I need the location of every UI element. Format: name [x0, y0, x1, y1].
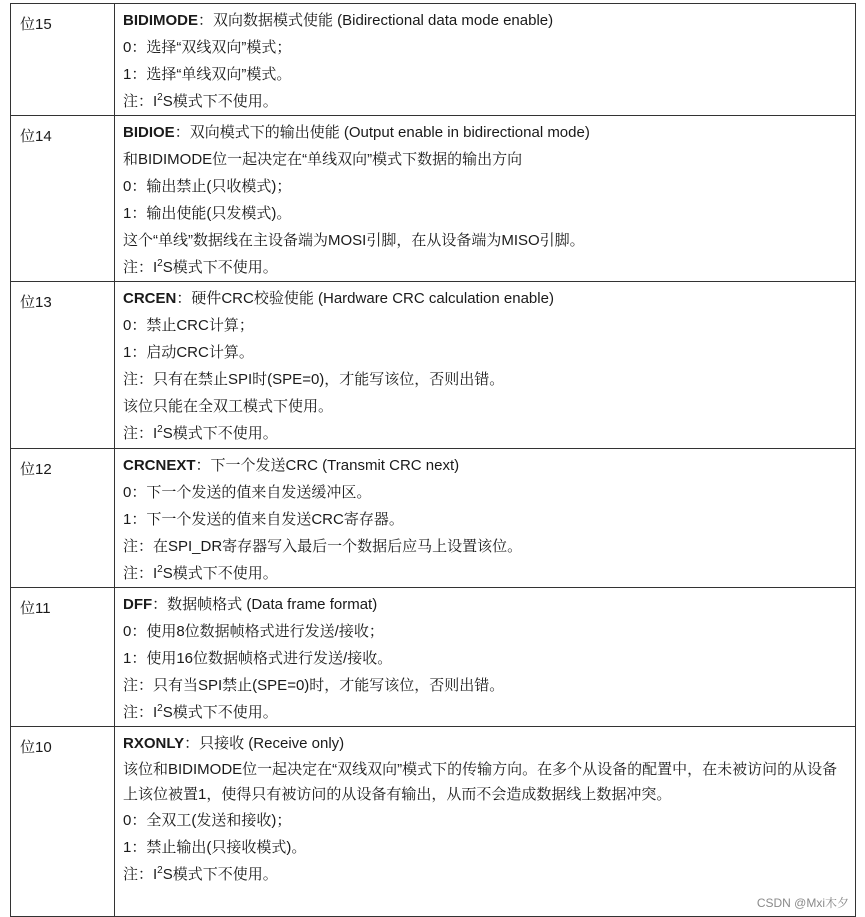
description-line: 0：选择“双线双向”模式；	[123, 39, 292, 56]
note-suffix: S模式下不使用。	[162, 704, 278, 721]
i2s-note	[123, 420, 855, 447]
i2s-note	[123, 861, 855, 888]
field-name: BIDIOE	[123, 124, 175, 141]
bit-number: 位11	[11, 588, 115, 727]
bit-description	[115, 588, 856, 727]
bit-number: 位12	[11, 449, 115, 588]
table-row	[11, 727, 856, 917]
csdn-watermark: CSDN @Mxi木夕	[756, 896, 849, 910]
field-title	[123, 119, 855, 146]
description-line: 注：只有在禁止SPI时(SPE=0)，才能写该位，否则出错。	[123, 371, 505, 388]
field-title	[123, 591, 855, 618]
field-name: DFF	[123, 596, 153, 613]
note-superscript: 2	[157, 865, 163, 876]
description-paragraph: 该位和BIDIMODE位一起决定在“双线双向”模式下的传输方向。在多个从设备的配置中，在未被访问的从设备上该位被置1，使得只有被访问的从设备有输出，从而不会造成数据线上数据冲突。	[123, 761, 838, 803]
note-superscript: 2	[157, 703, 163, 714]
i2s-note	[123, 699, 855, 726]
field-title	[123, 730, 855, 757]
description-line: 0：下一个发送的值来自发送缓冲区。	[123, 484, 372, 501]
description-line: 和BIDIMODE位一起决定在“单线双向”模式下数据的输出方向	[123, 151, 523, 168]
description-line: 1：禁止输出(只接收模式)。	[123, 839, 307, 856]
field-title	[123, 7, 855, 34]
note-suffix: S模式下不使用。	[162, 866, 278, 883]
note-suffix: S模式下不使用。	[162, 93, 278, 110]
table-row	[11, 116, 856, 282]
note-prefix: 注：I	[123, 704, 158, 721]
note-superscript: 2	[157, 258, 163, 269]
table-row	[11, 449, 856, 588]
field-summary: ：双向数据模式使能 (Bidirectional data mode enable)	[198, 12, 554, 29]
field-summary: ：下一个发送CRC (Transmit CRC next)	[195, 457, 460, 474]
note-suffix: S模式下不使用。	[162, 565, 278, 582]
field-summary: ：双向模式下的输出使能 (Output enable in bidirectional mode)	[174, 124, 590, 141]
description-line: 0：使用8位数据帧格式进行发送/接收；	[123, 623, 384, 640]
bit-description	[115, 116, 856, 282]
note-prefix: 注：I	[123, 425, 158, 442]
note-superscript: 2	[157, 564, 163, 575]
bit-number: 位15	[11, 4, 115, 116]
description-line: 1：下一个发送的值来自发送CRC寄存器。	[123, 511, 404, 528]
description-line: 注：在SPI_DR寄存器写入最后一个数据后应马上设置该位。	[123, 538, 523, 555]
field-title	[123, 452, 855, 479]
field-name: BIDIMODE	[123, 12, 198, 29]
bit-description	[115, 282, 856, 449]
description-line: 0：禁止CRC计算；	[123, 317, 254, 334]
description-line: 1：输出使能(只发模式)。	[123, 205, 292, 222]
bit-description	[115, 449, 856, 588]
field-name: CRCNEXT	[123, 457, 196, 474]
field-summary: ：数据帧格式 (Data frame format)	[152, 596, 378, 613]
note-prefix: 注：I	[123, 93, 158, 110]
note-prefix: 注：I	[123, 866, 158, 883]
field-title	[123, 285, 855, 312]
table-row	[11, 588, 856, 727]
note-prefix: 注：I	[123, 565, 158, 582]
note-suffix: S模式下不使用。	[162, 425, 278, 442]
field-name: RXONLY	[123, 735, 185, 752]
description-line: 1：启动CRC计算。	[123, 344, 254, 361]
field-summary: ：硬件CRC校验使能 (Hardware CRC calculation enable)	[176, 290, 554, 307]
register-bit-table	[10, 3, 856, 917]
bit-number: 位13	[11, 282, 115, 449]
bit-number: 位10	[11, 727, 115, 917]
note-superscript: 2	[157, 92, 163, 103]
bit-description	[115, 4, 856, 116]
description-line: 0：全双工(发送和接收)；	[123, 812, 292, 829]
field-summary: ：只接收 (Receive only)	[184, 735, 345, 752]
bit-number: 位14	[11, 116, 115, 282]
i2s-note	[123, 254, 855, 281]
bit-description	[115, 727, 856, 917]
description-line: 1：使用16位数据帧格式进行发送/接收。	[123, 650, 393, 667]
description-line: 0：输出禁止(只收模式)；	[123, 178, 292, 195]
i2s-note	[123, 88, 855, 115]
description-line: 该位只能在全双工模式下使用。	[123, 398, 334, 415]
description-line: 1：选择“单线双向”模式。	[123, 66, 292, 83]
note-suffix: S模式下不使用。	[162, 259, 278, 276]
description-line: 这个“单线”数据线在主设备端为MOSI引脚，在从设备端为MISO引脚。	[123, 232, 585, 249]
note-prefix: 注：I	[123, 259, 158, 276]
table-row	[11, 282, 856, 449]
note-superscript: 2	[157, 424, 163, 435]
field-name: CRCEN	[123, 290, 177, 307]
description-line: 注：只有当SPI禁止(SPE=0)时，才能写该位，否则出错。	[123, 677, 505, 694]
table-row	[11, 4, 856, 116]
i2s-note	[123, 560, 855, 587]
